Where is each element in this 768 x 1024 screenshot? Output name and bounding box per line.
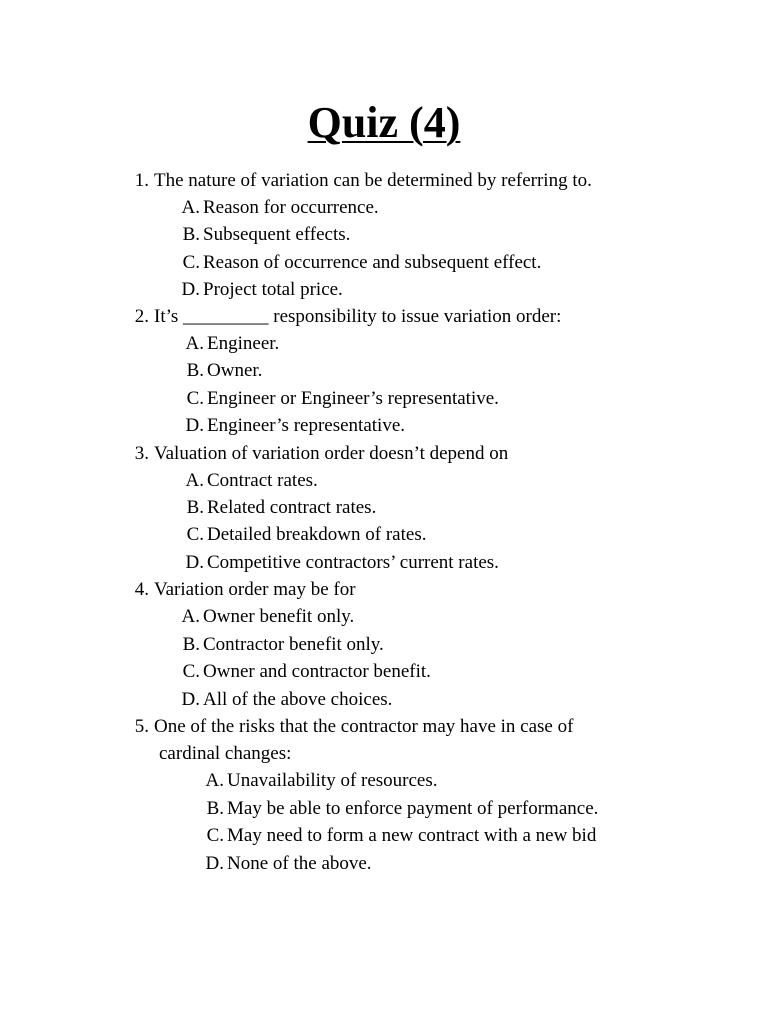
option-1a [178, 194, 379, 221]
question-number: 5. [134, 716, 149, 737]
option-3d [182, 549, 499, 576]
option-3c [182, 521, 426, 548]
option-text: Engineer’s representative. [207, 415, 406, 436]
option-text: Engineer. [207, 333, 280, 354]
option-letter: A. [185, 333, 204, 354]
option-letter: A. [181, 197, 200, 218]
option-text: Competitive contractors’ current rates. [207, 552, 499, 573]
option-text: Reason for occurrence. [203, 197, 379, 218]
option-5a [202, 767, 438, 794]
option-4b [178, 631, 384, 658]
option-text: May need to form a new contract with a new bid [227, 825, 597, 846]
option-text: May be able to enforce payment of performance. [227, 798, 599, 819]
option-3a [182, 467, 318, 494]
option-letter: D. [181, 689, 200, 710]
option-text: Owner. [207, 360, 263, 381]
option-2d [182, 412, 405, 439]
option-1c [178, 249, 541, 276]
option-letter: B. [182, 224, 200, 245]
option-text: Subsequent effects. [203, 224, 351, 245]
question-text: The nature of variation can be determined by referring to. [154, 170, 592, 191]
question-text: It’s _________ responsibility to issue variation order: [154, 306, 562, 327]
question-number: 2. [134, 306, 149, 327]
option-letter: C. [182, 252, 200, 273]
option-letter: D. [181, 279, 200, 300]
option-letter: A. [205, 770, 224, 791]
option-5b [202, 795, 598, 822]
option-text: Owner benefit only. [203, 606, 355, 627]
option-letter: A. [185, 470, 204, 491]
question-text: One of the risks that the contractor may have in case of [154, 716, 574, 737]
option-3b [182, 494, 376, 521]
option-text: Contract rates. [207, 470, 318, 491]
question-5 [131, 713, 573, 740]
question-3 [131, 440, 508, 467]
option-5c [202, 822, 596, 849]
option-letter: B. [186, 497, 204, 518]
option-5d [202, 850, 372, 877]
option-2b [182, 357, 262, 384]
question-1 [131, 167, 592, 194]
option-letter: B. [206, 798, 224, 819]
option-letter: C. [206, 825, 224, 846]
option-text: Related contract rates. [207, 497, 377, 518]
option-text: Contractor benefit only. [203, 634, 384, 655]
option-4c [178, 658, 431, 685]
option-text: Detailed breakdown of rates. [207, 524, 427, 545]
option-letter: A. [181, 606, 200, 627]
question-number: 3. [134, 443, 149, 464]
question-5-continued [159, 740, 291, 767]
option-2a [182, 330, 279, 357]
option-text: All of the above choices. [203, 689, 393, 710]
option-text: Engineer or Engineer’s representative. [207, 388, 499, 409]
option-text: Project total price. [203, 279, 343, 300]
option-4d [178, 686, 392, 713]
option-text: None of the above. [227, 853, 372, 874]
option-text: Unavailability of resources. [227, 770, 438, 791]
option-letter: C. [182, 661, 200, 682]
question-4 [131, 576, 356, 603]
option-2c [182, 385, 499, 412]
quiz-title: Quiz (4) [307, 98, 461, 147]
option-letter: B. [186, 360, 204, 381]
question-number: 4. [134, 579, 149, 600]
option-4a [178, 603, 354, 630]
question-text: Valuation of variation order doesn’t depend on [154, 443, 509, 464]
question-text: Variation order may be for [154, 579, 356, 600]
option-letter: D. [185, 552, 204, 573]
question-text-continued: cardinal changes: [159, 743, 292, 764]
option-letter: C. [186, 388, 204, 409]
option-letter: B. [182, 634, 200, 655]
option-text: Reason of occurrence and subsequent effect. [203, 252, 542, 273]
option-letter: D. [205, 853, 224, 874]
option-text: Owner and contractor benefit. [203, 661, 431, 682]
question-2 [131, 303, 561, 330]
option-letter: C. [186, 524, 204, 545]
option-letter: D. [185, 415, 204, 436]
option-1d [178, 276, 343, 303]
question-number: 1. [134, 170, 149, 191]
option-1b [178, 221, 350, 248]
